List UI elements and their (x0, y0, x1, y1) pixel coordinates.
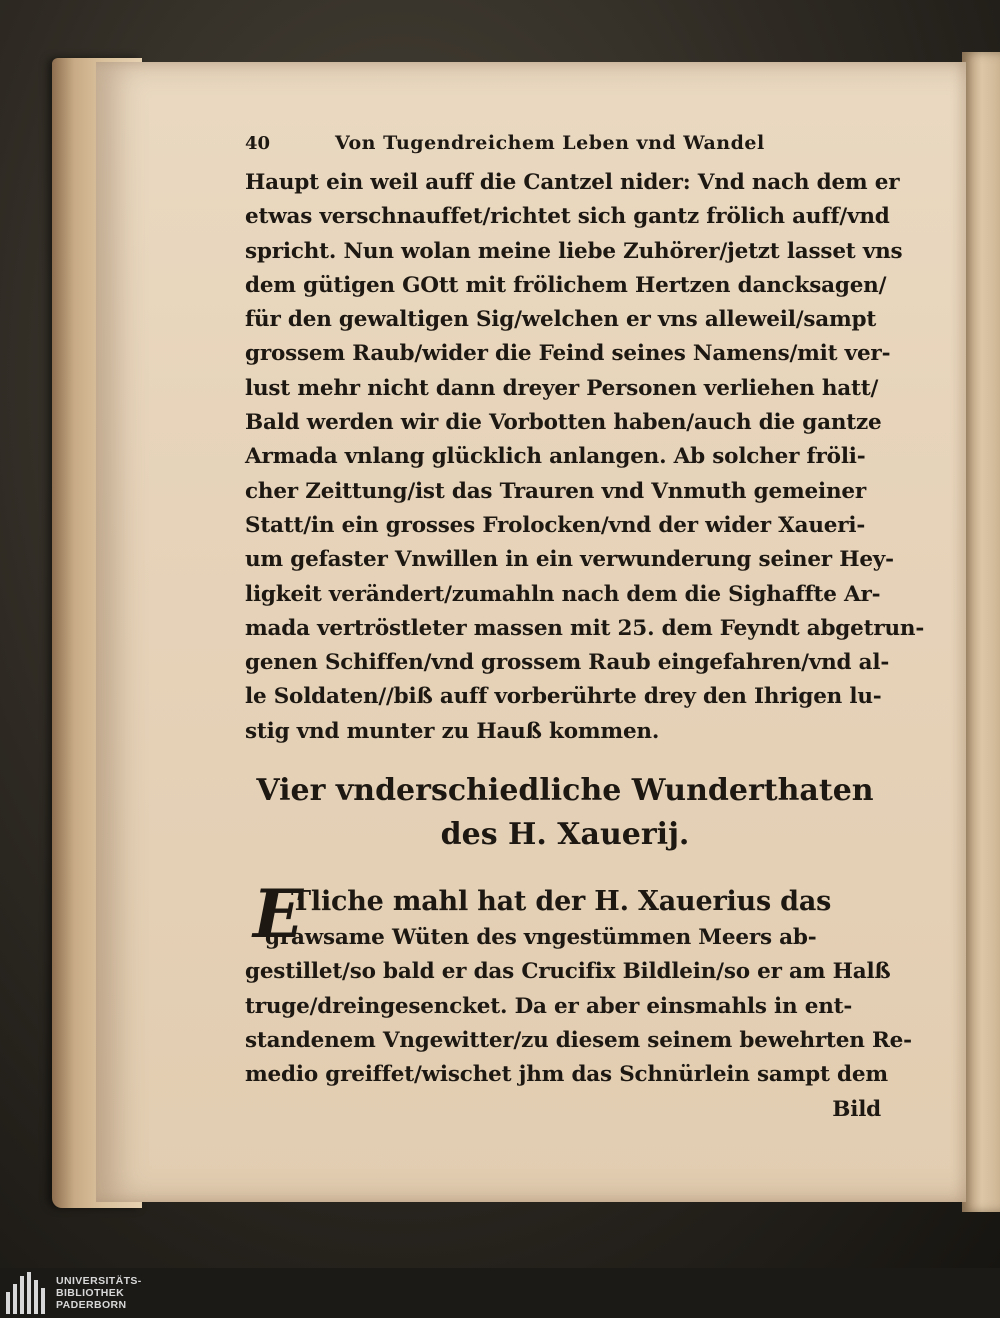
section-heading-line: des H. Xauerij. (440, 817, 690, 853)
footer-bar (0, 1268, 1000, 1318)
page-text (245, 132, 925, 1127)
first-paragraph (245, 166, 925, 749)
text-line: um gefaster Vnwillen in ein verwunderung seiner Hey- (245, 547, 894, 573)
text-line: etwas verschnauffet/richtet sich gantz frölich auff/vnd (245, 204, 890, 230)
text-line: stig vnd munter zu Hauß kommen. (245, 718, 660, 744)
catchword: Bild (832, 1096, 881, 1122)
text-line: cher Zeittung/ist das Trauren vnd Vnmuth gemeiner (245, 478, 866, 504)
text-line: le Soldaten//biß auff vorberührte drey den Ihrigen lu- (245, 684, 882, 710)
text-line: mada vertröstleter massen mit 25. dem Feyndt abgetrun- (245, 615, 925, 641)
facing-page-edge (962, 52, 1000, 1212)
text-line: spricht. Nun wolan meine liebe Zuhörer/jetzt lasset vns (245, 238, 903, 264)
text-line: grossem Raub/wider die Feind seines Namens/mit ver- (245, 341, 891, 367)
text-line: gestillet/so bald er das Crucifix Bildlein/so er am Halß (245, 959, 891, 985)
text-line: Haupt ein weil auff die Cantzel nider: Vnd nach dem er (245, 170, 900, 195)
text-line: ligkeit verändert/zumahln nach dem die Sighaffte Ar- (245, 581, 881, 607)
text-line: Armada vnlang glücklich anlangen. Ab solcher fröli- (245, 444, 866, 470)
section-heading-line: Vier vnderschiedliche Wunderthaten (256, 773, 874, 809)
logo-line: UNIVERSITÄTS- (56, 1275, 142, 1287)
logo-line: BIBLIOTHEK (56, 1287, 125, 1299)
library-logo-icon (6, 1272, 50, 1314)
section-heading (245, 769, 885, 857)
running-header (245, 132, 885, 166)
text-line: für den gewaltigen Sig/welchen er vns alleweil/sampt (245, 307, 877, 333)
text-line: dem gütigen GOtt mit frölichem Hertzen dancksagen/ (245, 272, 887, 298)
text-line: lust mehr nicht dann dreyer Personen verliehen hatt/ (245, 375, 879, 401)
text-line: Bald werden wir die Vorbotten haben/auch die gantze (245, 410, 882, 436)
text-line: Statt/in ein grosses Frolocken/vnd der wider Xaueri- (245, 512, 866, 538)
logo-line: PADERBORN (56, 1299, 127, 1311)
text-line: truge/dreingesencket. Da er aber einsmahls in ent- (245, 993, 853, 1019)
text-line: medio greiffet/wischet jhm das Schnürlein sampt dem (245, 1062, 888, 1088)
text-line: Tliche mahl hat der H. Xauerius das (291, 886, 832, 918)
library-logo-text (56, 1275, 142, 1311)
library-logo (6, 1272, 142, 1314)
second-paragraph (245, 875, 912, 1127)
running-title: Von Tugendreichem Leben vnd Wandel (335, 132, 765, 154)
text-line: genen Schiffen/vnd grossem Raub eingefahren/vnd al- (245, 650, 890, 676)
text-line: grawsame Wüten des vngestümmen Meers ab- (265, 925, 817, 951)
page-number: 40 (245, 133, 271, 154)
drop-cap: E (253, 875, 304, 954)
text-line: standenem Vngewitter/zu diesem seinem bewehrten Re- (245, 1027, 912, 1053)
